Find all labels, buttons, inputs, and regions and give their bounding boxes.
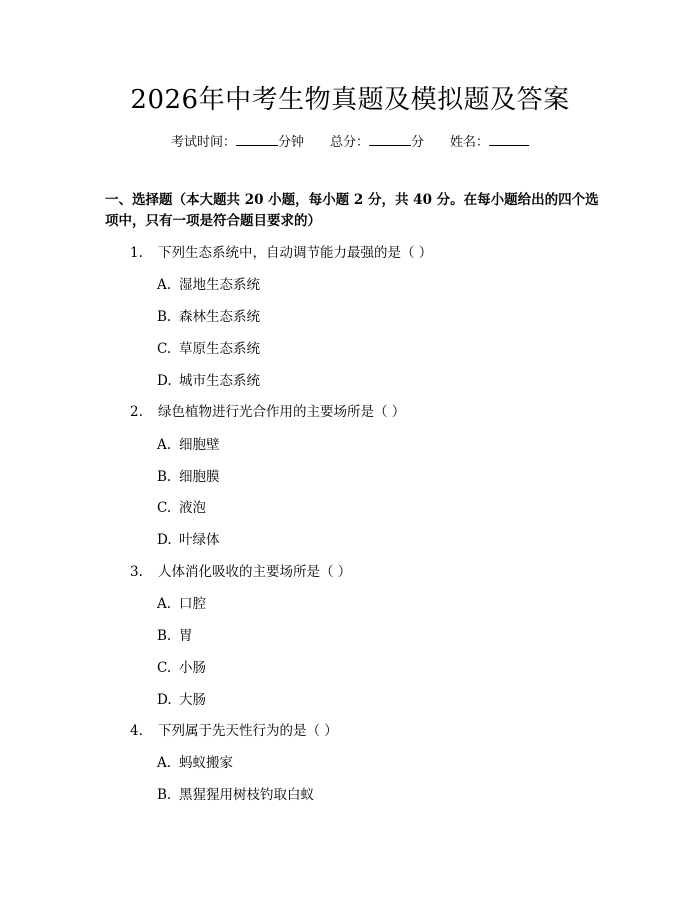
option-letter: A. <box>157 277 172 293</box>
question-number: 3. <box>130 564 143 580</box>
option-text: 草原生态系统 <box>179 341 260 357</box>
question-text: 绿色植物进行光合作用的主要场所是（ ） <box>158 404 406 420</box>
time-label: 考试时间： <box>170 135 236 150</box>
name-blank <box>489 131 529 146</box>
question-3-option-d <box>157 690 206 710</box>
question-number: 4. <box>130 723 143 739</box>
score-unit: 分 <box>411 135 425 150</box>
option-letter: B. <box>157 787 172 803</box>
question-2 <box>130 402 405 422</box>
option-letter: A. <box>157 437 172 453</box>
question-text: 下列生态系统中，自动调节能力最强的是（ ） <box>158 245 433 261</box>
option-text: 液泡 <box>179 500 206 516</box>
option-text: 黑猩猩用树枝钓取白蚁 <box>179 787 314 803</box>
option-letter: C. <box>157 660 172 676</box>
time-unit: 分钟 <box>277 135 304 150</box>
option-letter: D. <box>157 373 172 389</box>
question-number: 1. <box>130 245 143 261</box>
question-text: 下列属于先天性行为的是（ ） <box>158 723 338 739</box>
option-text: 细胞壁 <box>179 437 220 453</box>
option-letter: D. <box>157 532 172 548</box>
option-letter: A. <box>157 755 172 771</box>
question-4-option-a <box>157 753 233 773</box>
option-text: 大肠 <box>179 692 206 708</box>
question-1-option-a <box>157 275 260 295</box>
question-3-option-c <box>157 658 206 678</box>
question-3-option-a <box>157 594 206 614</box>
option-letter: A. <box>157 596 172 612</box>
question-1-option-c <box>157 339 260 359</box>
name-label: 姓名： <box>450 135 490 150</box>
option-text: 湿地生态系统 <box>179 277 260 293</box>
question-number: 2. <box>130 404 143 420</box>
option-text: 蚂蚁搬家 <box>179 755 233 771</box>
question-2-option-c <box>157 498 206 518</box>
option-letter: B. <box>157 628 172 644</box>
option-text: 细胞膜 <box>179 469 220 485</box>
exam-meta <box>0 131 700 153</box>
option-letter: B. <box>157 309 172 325</box>
score-label: 总分： <box>329 135 369 150</box>
option-text: 叶绿体 <box>179 532 220 548</box>
option-text: 小肠 <box>179 660 206 676</box>
question-2-option-b <box>157 467 220 487</box>
score-blank <box>369 131 411 146</box>
section-heading: 一、选择题（本大题共 20 小题，每小题 2 分，共 40 分。在每小题给出的四个选项中，只有一项是符合题目要求的） <box>105 192 599 229</box>
question-4-option-b <box>157 785 314 805</box>
question-text: 人体消化吸收的主要场所是（ ） <box>158 564 352 580</box>
question-3 <box>130 562 351 582</box>
question-4 <box>130 721 338 741</box>
question-2-option-a <box>157 435 220 455</box>
question-2-option-d <box>157 530 220 550</box>
option-letter: D. <box>157 692 172 708</box>
time-blank <box>236 131 278 146</box>
question-3-option-b <box>157 626 193 646</box>
question-1-option-b <box>157 307 260 327</box>
option-letter: C. <box>157 341 172 357</box>
option-text: 口腔 <box>179 596 206 612</box>
option-letter: C. <box>157 500 172 516</box>
question-1-option-d <box>157 371 260 391</box>
page-title: 2026年中考生物真题及模拟题及答案 <box>130 85 570 115</box>
question-1 <box>130 243 432 263</box>
option-text: 城市生态系统 <box>179 373 260 389</box>
option-letter: B. <box>157 469 172 485</box>
option-text: 胃 <box>179 628 193 644</box>
option-text: 森林生态系统 <box>179 309 260 325</box>
